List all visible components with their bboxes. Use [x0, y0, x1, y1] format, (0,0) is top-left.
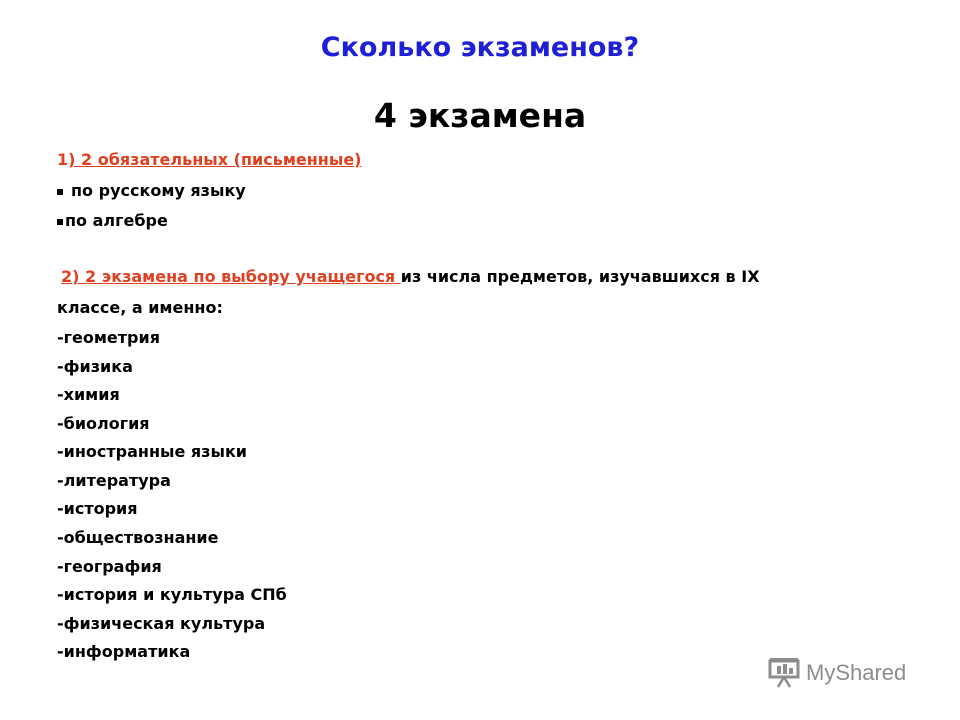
list-item: -иностранные языки: [57, 442, 248, 461]
list-item: -история и культура СПб: [57, 585, 287, 604]
section2-text-line2: классе, а именно:: [57, 298, 223, 317]
section2-heading: [61, 267, 760, 286]
list-item: -биология: [57, 414, 150, 433]
section1-prefix: 1: [57, 150, 69, 169]
section1-heading: [57, 150, 361, 169]
list-item: -физическая культура: [57, 614, 266, 633]
list-item: -геометрия: [57, 328, 160, 347]
section2-title: 2) 2 экзамена по выбору учащегося: [61, 267, 401, 286]
section2-text: из числа предметов, изучавшихся в IX: [400, 267, 760, 286]
bullet-icon: [57, 189, 63, 195]
bullet-icon: [57, 219, 63, 225]
list-item: [57, 211, 168, 230]
projector-screen-icon: [768, 658, 800, 688]
subtitle: 4 экзамена: [373, 96, 587, 135]
section1-title: ) 2 обязательных (письменные): [68, 150, 362, 169]
watermark-text: MyShared: [806, 660, 907, 685]
watermark-logo: [768, 657, 906, 689]
list-item: -информатика: [57, 642, 191, 661]
list-item: -литература: [57, 471, 171, 490]
list-item-label: по алгебре: [65, 211, 168, 230]
page-title: Сколько экзаменов?: [320, 32, 640, 63]
list-item: -обществознание: [57, 528, 219, 547]
list-item: -история: [57, 499, 138, 518]
list-item: -химия: [57, 385, 120, 404]
list-item: -география: [57, 557, 162, 576]
list-item: -физика: [57, 357, 133, 376]
list-item: [57, 181, 246, 200]
list-item-label: по русскому языку: [71, 181, 246, 200]
